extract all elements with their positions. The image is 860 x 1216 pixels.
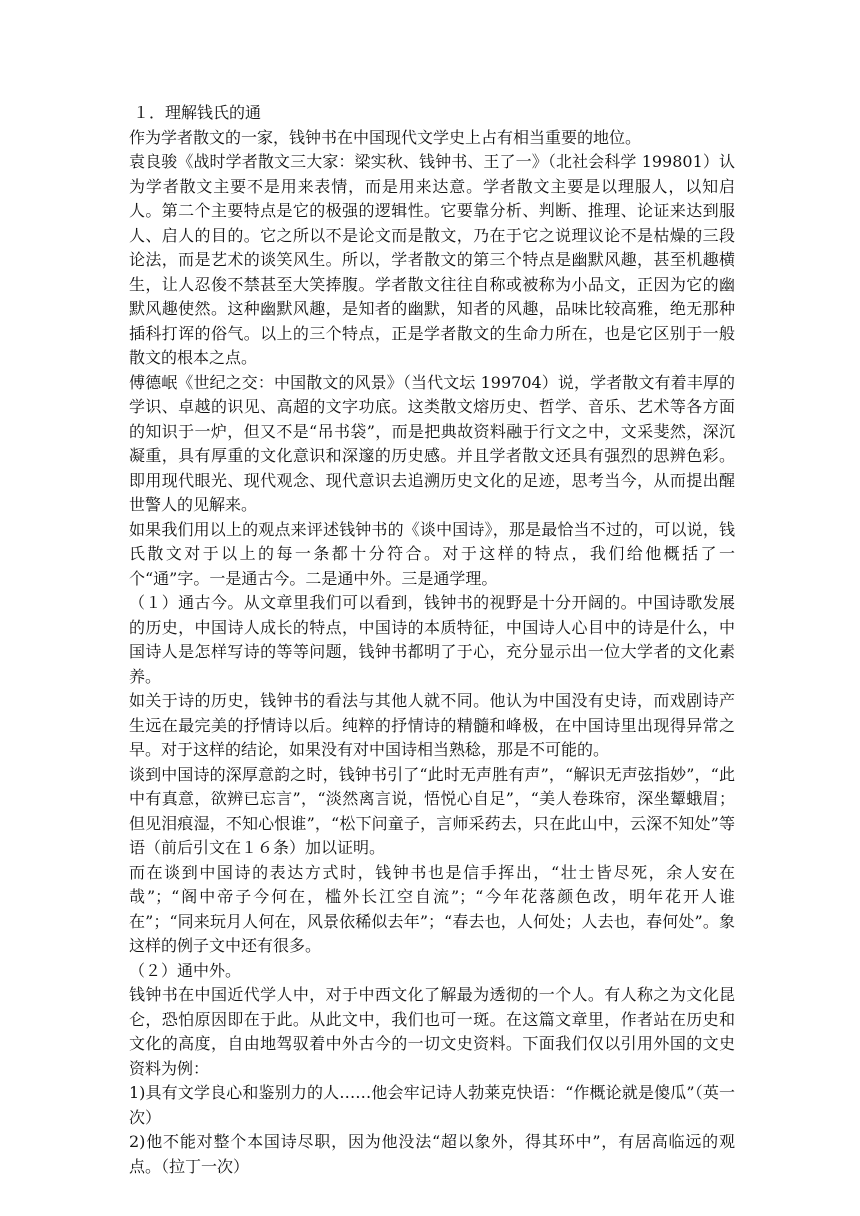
list-item-example-2: 2)他不能对整个本国诗尽职，因为他没法“超以象外，得其环中”，有居高临远的观点。（拉丁一次） (129, 1132, 735, 1176)
paragraph-poetry-depth: 谈到中国诗的深厚意韵之时，钱钟书引了“此时无声胜有声”，“解识无声弦指妙”，“此中有真意，欲辨已忘言”，“淡然离言说，悟悦心自足”，“美人卷珠帘，深坐颦蛾眉；但见泪痕湿，不知心恨谁”，“松下问童子，言师采药去，只在此山中，云深不知处”等语（前后引文在１６条）加以证明。 (129, 764, 735, 857)
paragraph-fu-demin: 傅德岷《世纪之交：中国散文的风景》（当代文坛 199704）说，学者散文有着丰厚的学识、卓越的识见、高超的文字功底。这类散文熔历史、哲学、音乐、艺术等各方面的知识于一炉，但又不是“吊书袋”，而是把典故资料融于行文之中，文采斐然，深沉凝重，具有厚重的文化意识和深邃的历史感。并且学者散文还具有强烈的思辨色彩。即用现代眼光、现代观念、现代意识去追溯历史文化的足迹，思考当今，从而提出醒世警人的见解来。 (129, 372, 735, 514)
section-heading: １．理解钱氏的通 (133, 103, 262, 122)
paragraph-yuan-liangjun: 袁良骏《战时学者散文三大家：梁实秋、钱钟书、王了一》（北社会科学 199801）认为学者散文主要不是用来表情，而是用来达意。学者散文主要是以理服人，以知启人。第二个主要特点是它的极强的逻辑性。它要靠分析、判断、推理、论证来达到服人、启人的目的。它之所以不是论文而是散文，乃在于它之说理议论不是枯燥的三段论法，而是艺术的谈笑风生。所以，学者散文的第三个特点是幽默风趣，甚至机趣横生，让人忍俊不禁甚至大笑捧腹。学者散文往往自称或被称为小品文，正因为它的幽默风趣使然。这种幽默风趣，是知者的幽默，知者的风趣，品味比较高雅，绝无那种插科打诨的俗气。以上的三个特点，正是学者散文的生命力所在，也是它区别于一般散文的根本之点。 (129, 152, 735, 367)
paragraph-tong-summary: 如果我们用以上的观点来评述钱钟书的《谈中国诗》，那是最恰当不过的，可以说，钱氏散文对于以上的每一条都十分符合。对于这样的特点，我们给他概括了一个“通”字。一是通古今。二是通中外。三是通学理。 (129, 519, 735, 588)
paragraph-tong-zhongwai-heading: （２）通中外。 (129, 960, 242, 980)
paragraph-tong-gujin: （１）通古今。从文章里我们可以看到，钱钟书的视野是十分开阔的。中国诗歌发展的历史，中国诗人成长的特点，中国诗的本质特征，中国诗人心目中的诗是什么，中国诗人是怎样写诗的等等问题，钱钟书都明了于心，充分显示出一位大学者的文化素养。 (129, 593, 735, 686)
list-item-example-1: 1)具有文学良心和鉴别力的人……他会牢记诗人勃莱克快语：“作概论就是傻瓜”（英一次） (129, 1083, 735, 1127)
paragraph-tong-zhongwai: 钱钟书在中国近代学人中，对于中西文化了解最为透彻的一个人。有人称之为文化昆仑，恐怕原因即在于此。从此文中，我们也可一斑。在这篇文章里，作者站在历史和文化的高度，自由地驾驭着中外古今的一切文史资料。下面我们仅以引用外国的文史资料为例： (129, 985, 735, 1078)
document-page (129, 101, 735, 1179)
paragraph-poetry-expression: 而在谈到中国诗的表达方式时，钱钟书也是信手挥出，“壮士皆尽死，余人安在哉”；“阁中帝子今何在，槛外长江空自流”；“今年花落颜色改，明年花开人谁在”；“同来玩月人何在，风景依稀似去年”；“春去也，人何处；人去也，春何处”。象这样的例子文中还有很多。 (129, 862, 735, 955)
paragraph-poetry-history: 如关于诗的历史，钱钟书的看法与其他人就不同。他认为中国没有史诗，而戏剧诗产生远在最完美的抒情诗以后。纯粹的抒情诗的精髓和峰极，在中国诗里出现得异常之早。对于这样的结论，如果没有对中国诗相当熟稔，那是不可能的。 (129, 691, 735, 759)
paragraph-intro: 作为学者散文的一家，钱钟书在中国现代文学史上占有相当重要的地位。 (129, 127, 642, 147)
